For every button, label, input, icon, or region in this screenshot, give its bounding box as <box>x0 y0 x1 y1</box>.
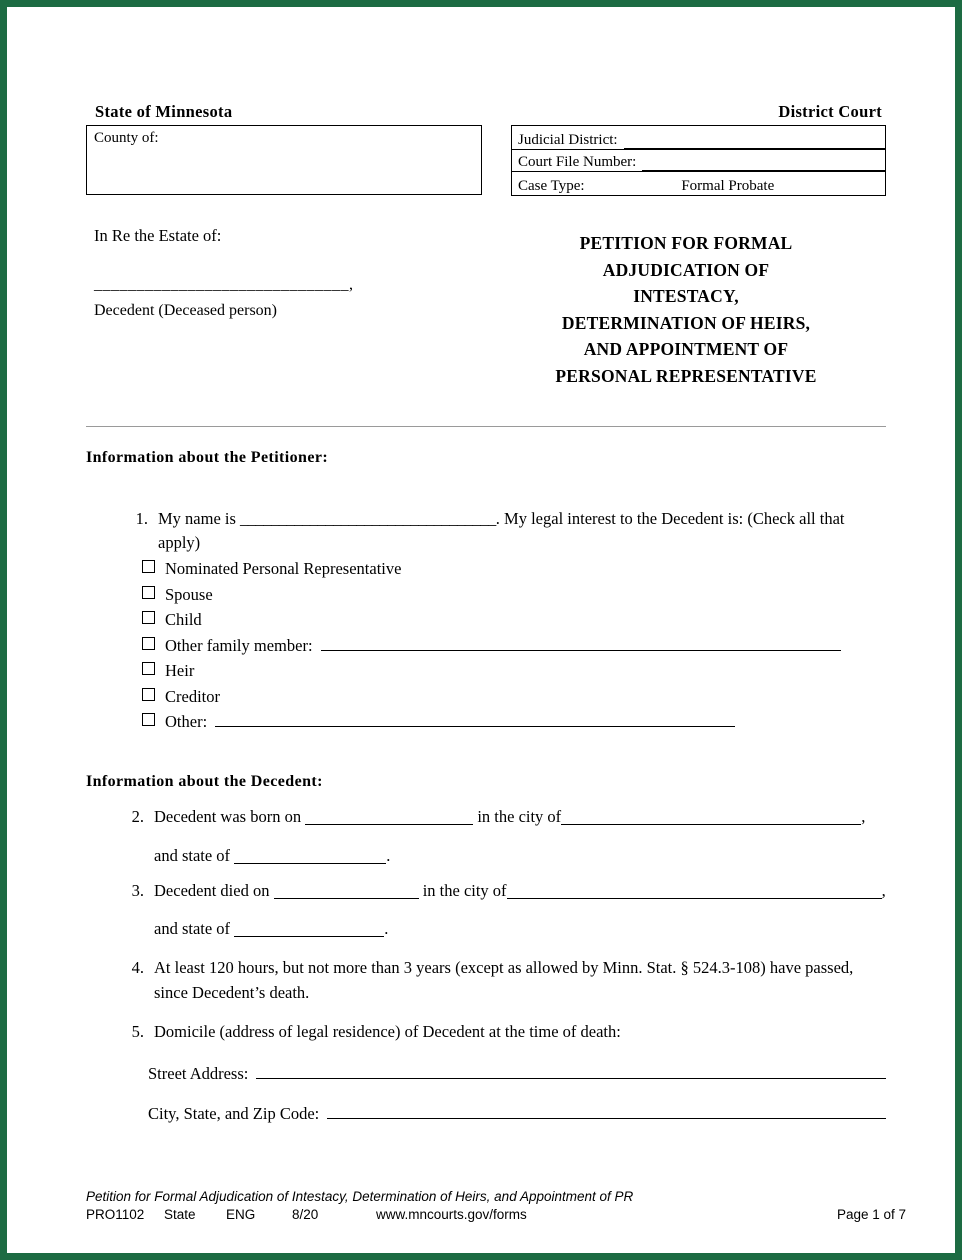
death-date-field[interactable] <box>274 883 419 899</box>
other-interest-field[interactable] <box>215 713 735 727</box>
form-title-line-4: DETERMINATION OF HEIRS, <box>561 312 811 333</box>
item-1-text <box>158 507 886 557</box>
petitioner-section-heading: Information about the Petitioner: <box>86 448 329 466</box>
item-2-city-label: in the city of <box>477 807 562 826</box>
item-3-number: 3. <box>131 880 144 900</box>
item-3-state-line <box>154 917 886 942</box>
checkbox-icon[interactable] <box>142 688 155 701</box>
item-2 <box>86 805 886 869</box>
item-5 <box>86 1020 886 1045</box>
death-city-field[interactable] <box>507 883 882 899</box>
checkbox-icon[interactable] <box>142 637 155 650</box>
checkbox-row-other-family-member[interactable] <box>142 633 886 659</box>
form-title-line-5: AND APPOINTMENT OF <box>583 339 789 360</box>
item-3-comma: , <box>881 880 886 900</box>
decedent-section-heading: Information about the Decedent: <box>86 773 323 790</box>
footer-meta <box>86 1207 906 1222</box>
case-type-value: Formal Probate <box>681 178 775 194</box>
checkbox-label: Child <box>165 610 202 630</box>
estate-caption <box>86 226 486 390</box>
checkbox-label: Other: <box>165 712 208 732</box>
footer-state: State <box>164 1207 196 1222</box>
item-2-number: 2. <box>131 807 144 826</box>
item-2-state-line <box>154 844 886 869</box>
checkbox-row-child[interactable] <box>142 607 886 633</box>
city-state-zip-label: City, State, and Zip Code: <box>148 1104 320 1124</box>
birth-date-field[interactable] <box>305 809 473 825</box>
birth-city-field[interactable] <box>561 809 861 825</box>
street-address-label: Street Address: <box>148 1064 249 1084</box>
footer-url[interactable]: www.mncourts.gov/forms <box>376 1207 527 1222</box>
checkbox-icon[interactable] <box>142 560 155 573</box>
checkbox-icon[interactable] <box>142 611 155 624</box>
checkbox-label: Nominated Personal Representative <box>165 559 402 579</box>
birth-state-field[interactable] <box>234 848 386 864</box>
city-state-zip-field[interactable] <box>327 1104 886 1119</box>
decedent-name-blank[interactable]: ______________________________, <box>94 276 354 293</box>
checkbox-row-nominated-pr[interactable] <box>142 556 886 582</box>
checkbox-icon[interactable] <box>142 586 155 599</box>
form-title-line-6: PERSONAL REPRESENTATIVE <box>555 365 817 386</box>
court-file-number-field[interactable] <box>642 153 885 171</box>
header-boxes <box>86 125 886 196</box>
item-2-text <box>154 805 886 869</box>
item-5-number: 5. <box>131 1021 144 1041</box>
form-title-line-3: INTESTACY, <box>633 286 739 307</box>
item-3-city-label: in the city of <box>422 880 507 900</box>
checkbox-row-spouse[interactable] <box>142 582 886 608</box>
court-file-number-label: Court File Number: <box>518 154 637 170</box>
item-5-text: Domicile (address of legal residence) of Decedent at the time of death: <box>154 1021 621 1041</box>
city-state-zip-row[interactable] <box>86 1104 886 1124</box>
judicial-district-field[interactable] <box>624 131 885 149</box>
page-sheet <box>14 14 962 1260</box>
item-2-period: . <box>386 845 391 865</box>
death-state-field[interactable] <box>234 921 384 937</box>
item-1-text-after: . My legal interest to the Decedent is: (Check all that apply) <box>158 508 845 553</box>
footer-page-number: Page 1 of 7 <box>836 1207 906 1222</box>
checkbox-label: Other family member: <box>165 635 313 655</box>
checkbox-row-heir[interactable] <box>142 658 886 684</box>
footer-form-title: Petition for Formal Adjudication of Intestacy, Determination of Heirs, and Appointment of PR <box>86 1189 634 1204</box>
other-family-member-field[interactable] <box>321 637 841 651</box>
case-type-label: Case Type: <box>518 178 585 194</box>
item-3 <box>86 879 886 943</box>
horizontal-divider <box>86 426 886 427</box>
checkbox-label: Creditor <box>165 686 220 706</box>
item-4 <box>86 956 886 1006</box>
county-box[interactable] <box>86 125 482 195</box>
in-re-label: In Re the Estate of: <box>94 226 222 245</box>
judicial-district-label: Judicial District: <box>518 132 618 148</box>
caption-block <box>86 226 886 390</box>
district-court-label: District Court <box>778 102 882 121</box>
item-4-number: 4. <box>131 958 144 977</box>
street-address-row[interactable] <box>86 1064 886 1084</box>
checkbox-icon[interactable] <box>142 713 155 726</box>
court-header <box>86 102 886 122</box>
footer-form-code: PRO1102 <box>86 1207 145 1222</box>
item-4-text: At least 120 hours, but not more than 3 years (except as allowed by Minn. Stat. § 524.3-108) have passed, since Decedent’s death. <box>154 958 854 1002</box>
item-1-number: 1. <box>135 508 148 528</box>
form-title-line-2: ADJUDICATION OF <box>602 259 770 280</box>
item-1 <box>86 507 886 557</box>
item-1-name-blank[interactable]: _________________________________ <box>240 508 496 528</box>
form-title <box>486 226 886 390</box>
checkbox-label: Spouse <box>165 584 213 604</box>
item-3-state-label: and state of <box>154 919 231 939</box>
case-type-row <box>512 172 885 195</box>
item-2-comma: , <box>861 807 866 826</box>
item-1-text-before: My name is <box>158 508 241 528</box>
item-3-died-on-label: Decedent died on <box>154 880 270 900</box>
item-3-text <box>154 879 886 943</box>
county-label: County of: <box>94 130 159 146</box>
item-1-checkbox-group <box>86 556 886 735</box>
judicial-district-row[interactable] <box>512 126 885 149</box>
checkbox-label: Heir <box>165 661 195 681</box>
page-content <box>86 102 886 1124</box>
footer-language: ENG <box>226 1207 256 1222</box>
court-file-number-row[interactable] <box>512 149 885 172</box>
street-address-field[interactable] <box>256 1064 886 1079</box>
checkbox-icon[interactable] <box>142 662 155 675</box>
item-2-state-label: and state of <box>154 845 231 865</box>
item-3-period: . <box>384 919 389 939</box>
page-footer <box>86 1189 906 1222</box>
state-label: State of Minnesota <box>95 102 233 121</box>
case-info-box <box>511 125 886 196</box>
checkbox-row-other[interactable] <box>142 709 886 735</box>
footer-revision: 8/20 <box>292 1207 319 1222</box>
form-title-line-1: PETITION FOR FORMAL <box>579 233 793 253</box>
item-2-born-on-label: Decedent was born on <box>154 807 302 826</box>
checkbox-row-creditor[interactable] <box>142 684 886 710</box>
decedent-caption-label: Decedent (Deceased person) <box>94 302 278 319</box>
